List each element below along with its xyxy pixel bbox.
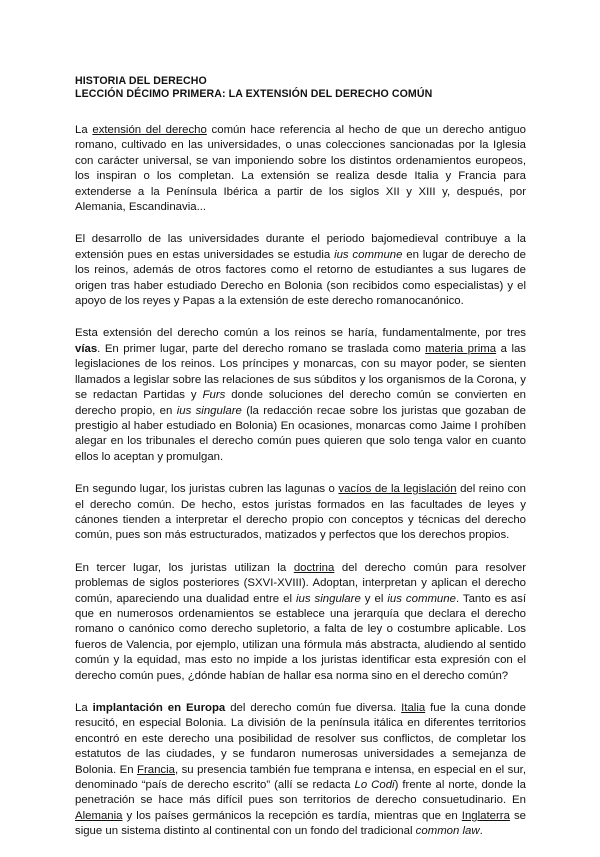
text-run: . (479, 825, 483, 838)
paragraph-three-ways (75, 326, 526, 465)
text-run: . Tanto es así que en numerosos ordenamientos se establece una jerarquía que declara el derecho romano o canónico como derecho supletorio, a falta de ley o costumbre aplicable. Los fueros de Valencia, por ejemplo, utilizan una fórmula más abstracta, aludiendo al sentido común y la equidad, mas esto no impide a los juristas identificar esta expresión con el derecho común pues, ¿dónde habían de hallar esa norma sino en el derecho común? (75, 592, 526, 682)
italic-term: ius singulare (295, 592, 361, 605)
text-run: a las legislaciones de los reinos. Los príncipes y monarcas, con su mayor poder, se sienten llamados a legislar sobre las relaciones de sus súbditos y los organismos de la Corona, y se redactan Partidas y (75, 342, 526, 402)
text-run: La (75, 702, 93, 714)
bold-term: implantación en Europa (92, 702, 226, 714)
lesson-title: LECCIÓN DÉCIMO PRIMERA: LA EXTENSIÓN DEL DERECHO COMÚN (75, 88, 433, 100)
text-run: del derecho común fue diversa. (225, 702, 402, 714)
bold-term: vías (75, 342, 98, 355)
text-run: La (75, 124, 93, 136)
text-run: fue la cuna donde resucitó, en especial Bolonia. La división de la península itálica en diferentes territorios encontró en este derecho una posibilidad de resolver sus conflictos, de completar los estatutos de las ciudades, y se fundaron numerosas universidades a semejanza de Bolonia. En (75, 702, 527, 776)
underlined-term: materia prima (425, 342, 497, 355)
text-run: y el (360, 592, 388, 605)
underlined-term: vacíos de la legislación (338, 483, 457, 496)
text-run: y los países germánicos la recepción es tardía, mientras que en (122, 809, 462, 822)
underlined-term: Inglaterra (461, 809, 510, 822)
italic-term: ius commune (334, 248, 403, 261)
italic-term: common law (415, 825, 480, 838)
underlined-term: extensión del derecho (92, 124, 207, 136)
course-title: HISTORIA DEL DERECHO (75, 75, 207, 87)
text-run: donde soluciones del derecho común se convierten en derecho propio, en (75, 389, 527, 417)
text-run: del derecho común para resolver problemas de siglos posteriores (SXVI-XVIII). Adoptan, interpretan y aplican el derecho común, apareciendo una dualidad entre el (75, 561, 527, 605)
paragraph-implantation-europe (75, 701, 526, 840)
paragraph-second-way (75, 482, 526, 544)
text-run: ) frente al norte, donde la penetración se hace más difícil pues son territorios de derecho consuetudinario. En (75, 779, 526, 807)
text-run: se sigue un sistema distinto al continental con un fondo del tradicional (75, 809, 526, 838)
italic-term: ius singulare (176, 404, 242, 417)
paragraph-universities (75, 232, 526, 309)
underlined-term: Italia (401, 702, 426, 714)
italic-term: Lo Codi (354, 779, 395, 792)
text-run: . En primer lugar, parte del derecho romano se traslada como (97, 342, 426, 355)
underlined-term: Alemania (75, 809, 123, 822)
underlined-term: doctrina (293, 561, 335, 574)
text-run: , su presencia también fue temprana e intensa, en especial en el sur, denominado “país de derecho escrito” (allí se redacta (75, 763, 526, 792)
text-run: en lugar de derecho de los reinos, además de otros factores como el retorno de estudiantes a sus lugares de origen tras haber estudiado Derecho en Bolonia (son recibidos como especialistas) y el apoyo de los reyes y Papas a la extensión de este derecho romanocanónico. (75, 248, 526, 308)
italic-term: ius commune (387, 592, 456, 605)
text-run: del reino con el derecho común. De hecho, estos juristas formados en las facultades de leyes y cánones tienden a interpretar el derecho propio con conceptos y técnicas del derecho común, pues son más estructurados, matizados y perfectos que los derechos propios. (75, 483, 527, 542)
paragraph-extension-definition (75, 123, 526, 215)
text-run: En tercer lugar, los juristas utilizan la (75, 561, 294, 574)
text-run: El desarrollo de las universidades durante el periodo bajomedieval contribuye a la extensión pues en estas universidades se estudia (75, 233, 526, 261)
text-run: Esta extensión del derecho común a los reinos se haría, fundamentalmente, por tres (75, 327, 526, 340)
text-run: (la redacción recae sobre los juristas que gozaban de prestigio al haber estudiado en Bolonia) En ocasiones, monarcas como Jaime I prohíben alegar en los tribunales el derecho común pues quieren que solo tenga valor en cuanto ellos lo aceptan y promulgan. (75, 404, 527, 463)
document-page (75, 75, 526, 857)
text-run: común hace referencia al hecho de que un derecho antiguo romano, cultivado en las universidades, o unas colecciones sancionadas por la Iglesia con carácter universal, se van imponiendo sobre los distintos ordenamientos europeos, los inspiran o los completan. La extensión se realiza desde Italia y Francia para extenderse a la Península Ibérica a partir de los siglos XII y XIII y, después, por Alemania, Escandinavia... (75, 124, 526, 214)
italic-term: Furs (202, 389, 226, 402)
underlined-term: Francia (137, 763, 175, 776)
text-run: En segundo lugar, los juristas cubren las lagunas o (75, 483, 339, 496)
paragraph-third-way (75, 561, 526, 684)
